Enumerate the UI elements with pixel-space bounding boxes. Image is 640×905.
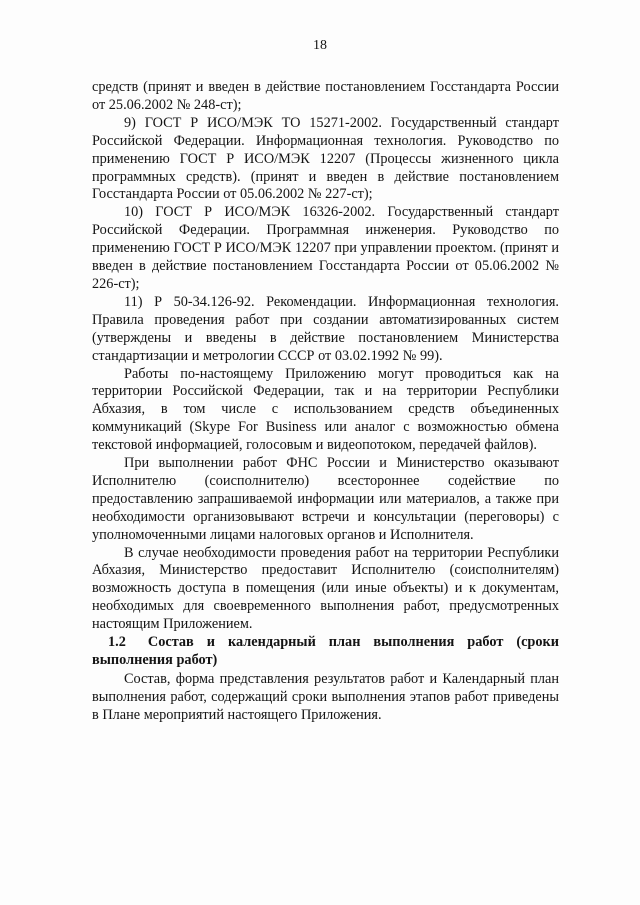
section-heading — [92, 634, 559, 670]
paragraph-access: В случае необходимости проведения работ на территории Республики Абхазия, Министерство предоставит Исполнителю (соисполнителям) возможность доступа в помещения (или иные объекты) и к документам, необходимых для своевременного выполнения работ, предусмотренных настоящим Приложением. — [92, 544, 559, 633]
page-number: 18 — [313, 38, 327, 53]
section-number: 1.2 — [108, 634, 126, 651]
section-title: Состав и календарный план выполнения работ (сроки выполнения работ) — [92, 634, 559, 668]
document-body — [92, 79, 559, 725]
paragraph-item-9: 9) ГОСТ Р ИСО/МЭК ТО 15271-2002. Государственный стандарт Российской Федерации. Информационная технология. Руководство по применению ГОСТ Р ИСО/МЭК 12207 (Процессы жизненного цикла программных средств). (принят и введен в действие постановлением Госстандарта России от 05.06.2002 № 227-ст); — [92, 114, 559, 203]
paragraph-item-11: 11) Р 50-34.126-92. Рекомендации. Информационная технология. Правила проведения работ при создании автоматизированных систем (утверждены и введены в действие постановлением Министерства стандартизации и метрологии СССР от 03.02.1992 № 99). — [92, 293, 559, 364]
paragraph-assistance: При выполнении работ ФНС России и Министерство оказывают Исполнителю (соисполнителю) всестороннее содействие по предоставлению запрашиваемой информации или материалов, а также при необходимости организовывают встречи и консультации (переговоры) с уполномоченными лицами налоговых органов и Исполнителя. — [92, 455, 559, 543]
paragraph-work-location: Работы по-настоящему Приложению могут проводиться как на территории Российской Федерации, так и на территории Республики Абхазия, в том числе с использованием средств объединенных коммуникаций (Skype For Business или аналог с возможностью обмена текстовой информацией, голосовым и видеопотоком, передачей файлов). — [92, 365, 559, 454]
paragraph-continuation: средств (принят и введен в действие постановлением Госстандарта России от 25.06.2002 № 248-ст); — [92, 79, 559, 113]
paragraph-section-text: Состав, форма представления результатов работ и Календарный план выполнения работ, содержащий сроки выполнения этапов работ приведены в Плане мероприятий настоящего Приложения. — [92, 670, 559, 723]
paragraph-item-10: 10) ГОСТ Р ИСО/МЭК 16326-2002. Государственный стандарт Российской Федерации. Программная инженерия. Руководство по применению ГОСТ Р ИСО/МЭК 12207 при управлении проектом. (принят и введен в действие постановлением Госстандарта России от 05.06.2002 № 226-ст); — [92, 204, 559, 292]
